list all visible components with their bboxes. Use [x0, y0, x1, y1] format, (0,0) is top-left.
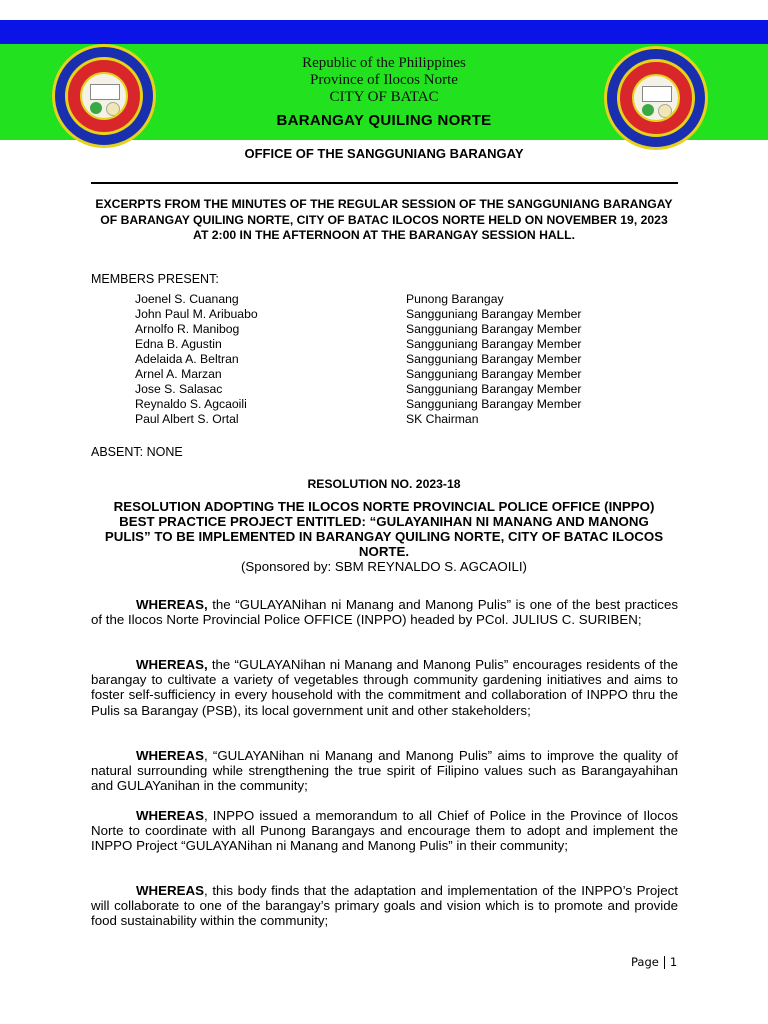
whereas-paragraph	[91, 657, 678, 718]
member-position: Sangguniang Barangay Member	[406, 307, 582, 321]
member-row	[0, 397, 768, 412]
whereas-text: the “GULAYANihan ni Manang and Manong Pulis” is one of the best practices of the Ilocos Norte Provincial Police OFFICE (INPPO) headed by PCol. JULIUS C. SURIBEN;	[91, 597, 678, 628]
whereas-paragraph	[91, 597, 678, 627]
city-line: CITY OF BATAC	[329, 89, 439, 105]
member-name: Adelaida A. Beltran	[135, 352, 239, 366]
whereas-lead: WHEREAS	[136, 808, 204, 823]
member-row	[0, 337, 768, 352]
members-present-label: MEMBERS PRESENT:	[91, 272, 219, 286]
member-name: Joenel S. Cuanang	[135, 292, 239, 306]
whereas-lead: WHEREAS,	[136, 657, 208, 672]
member-row	[0, 322, 768, 337]
header-divider	[91, 182, 678, 184]
member-position: SK Chairman	[406, 412, 479, 426]
resolution-number: RESOLUTION NO. 2023-18	[307, 477, 461, 491]
page-separator	[664, 956, 665, 969]
member-position: Sangguniang Barangay Member	[406, 397, 582, 411]
member-row	[0, 367, 768, 382]
office-title: OFFICE OF THE SANGGUNIANG BARANGAY	[244, 146, 524, 161]
member-name: Arnel A. Marzan	[135, 367, 222, 381]
whereas-paragraph	[91, 808, 678, 854]
barangay-name: BARANGAY QUILING NORTE	[276, 112, 492, 129]
member-row	[0, 352, 768, 367]
member-position: Punong Barangay	[406, 292, 504, 306]
page-label: Page	[631, 955, 659, 969]
member-row	[0, 307, 768, 322]
member-position: Sangguniang Barangay Member	[406, 367, 582, 381]
republic-line: Republic of the Philippines	[302, 55, 466, 71]
whereas-paragraph	[91, 883, 678, 929]
member-name: Paul Albert S. Ortal	[135, 412, 239, 426]
member-position: Sangguniang Barangay Member	[406, 337, 582, 351]
page-footer	[631, 955, 677, 969]
member-position: Sangguniang Barangay Member	[406, 352, 582, 366]
member-row	[0, 292, 768, 307]
member-row	[0, 412, 768, 427]
member-row	[0, 382, 768, 397]
whereas-lead: WHEREAS	[136, 748, 204, 763]
whereas-paragraph	[91, 748, 678, 794]
member-position: Sangguniang Barangay Member	[406, 382, 582, 396]
excerpt-heading: EXCERPTS FROM THE MINUTES OF THE REGULAR SESSION OF THE SANGGUNIANG BARANGAY OF BARANGAY QUILING NORTE, CITY OF BATAC ILOCOS NORTE HELD ON NOVEMBER 19, 2023 AT 2:00 IN THE AFTERNOON AT THE BARANGAY SESSION HALL.	[95, 197, 673, 242]
whereas-text: , this body finds that the adaptation and implementation of the INPPO’s Project will collaborate to one of the barangay’s primary goals and vision which is to promote and provide food sustainability within the community;	[91, 883, 678, 929]
member-name: Edna B. Agustin	[135, 337, 222, 351]
member-name: Jose S. Salasac	[135, 382, 223, 396]
member-name: Reynaldo S. Agcaoili	[135, 397, 247, 411]
member-name: Arnolfo R. Manibog	[135, 322, 240, 336]
whereas-text: the “GULAYANihan ni Manang and Manong Pulis” encourages residents of the barangay to cultivate a variety of vegetables through community gardening initiatives and aims to foster self-sufficiency in every household with the commitment and collaboration of INPPO thru the Pulis sa Barangay (PSB), its local government unit and other stakeholders;	[91, 657, 678, 718]
whereas-lead: WHEREAS,	[136, 597, 208, 612]
member-name: John Paul M. Aribuabo	[135, 307, 258, 321]
resolution-title: RESOLUTION ADOPTING THE ILOCOS NORTE PROVINCIAL POLICE OFFICE (INPPO) BEST PRACTICE PROJECT ENTITLED: “GULAYANIHAN NI MANANG AND MANONG PULIS” TO BE IMPLEMENTED IN BARANGAY QUILING NORTE, CITY OF BATAC ILOCOS NORTE.	[104, 499, 664, 559]
whereas-text: , “GULAYANihan ni Manang and Manong Pulis” aims to improve the quality of natural surrounding while strengthening the true spirit of Filipino values such as Barangayahihan and GULAYanihan in the community;	[91, 748, 678, 794]
page-number: 1	[669, 955, 678, 969]
sponsor-line: (Sponsored by: SBM REYNALDO S. AGCAOILI)	[241, 559, 527, 574]
whereas-text: , INPPO issued a memorandum to all Chief of Police in the Province of Ilocos Norte to coordinate with all Punong Barangays and encourage them to adopt and implement the INPPO Project “GULAYANihan ni Manang and Manong Pulis” in their community;	[91, 808, 678, 854]
whereas-lead: WHEREAS	[136, 883, 204, 898]
member-position: Sangguniang Barangay Member	[406, 322, 582, 336]
top-blue-bar	[0, 20, 768, 44]
province-line: Province of Ilocos Norte	[310, 72, 458, 88]
absent-line: ABSENT: NONE	[91, 445, 183, 459]
